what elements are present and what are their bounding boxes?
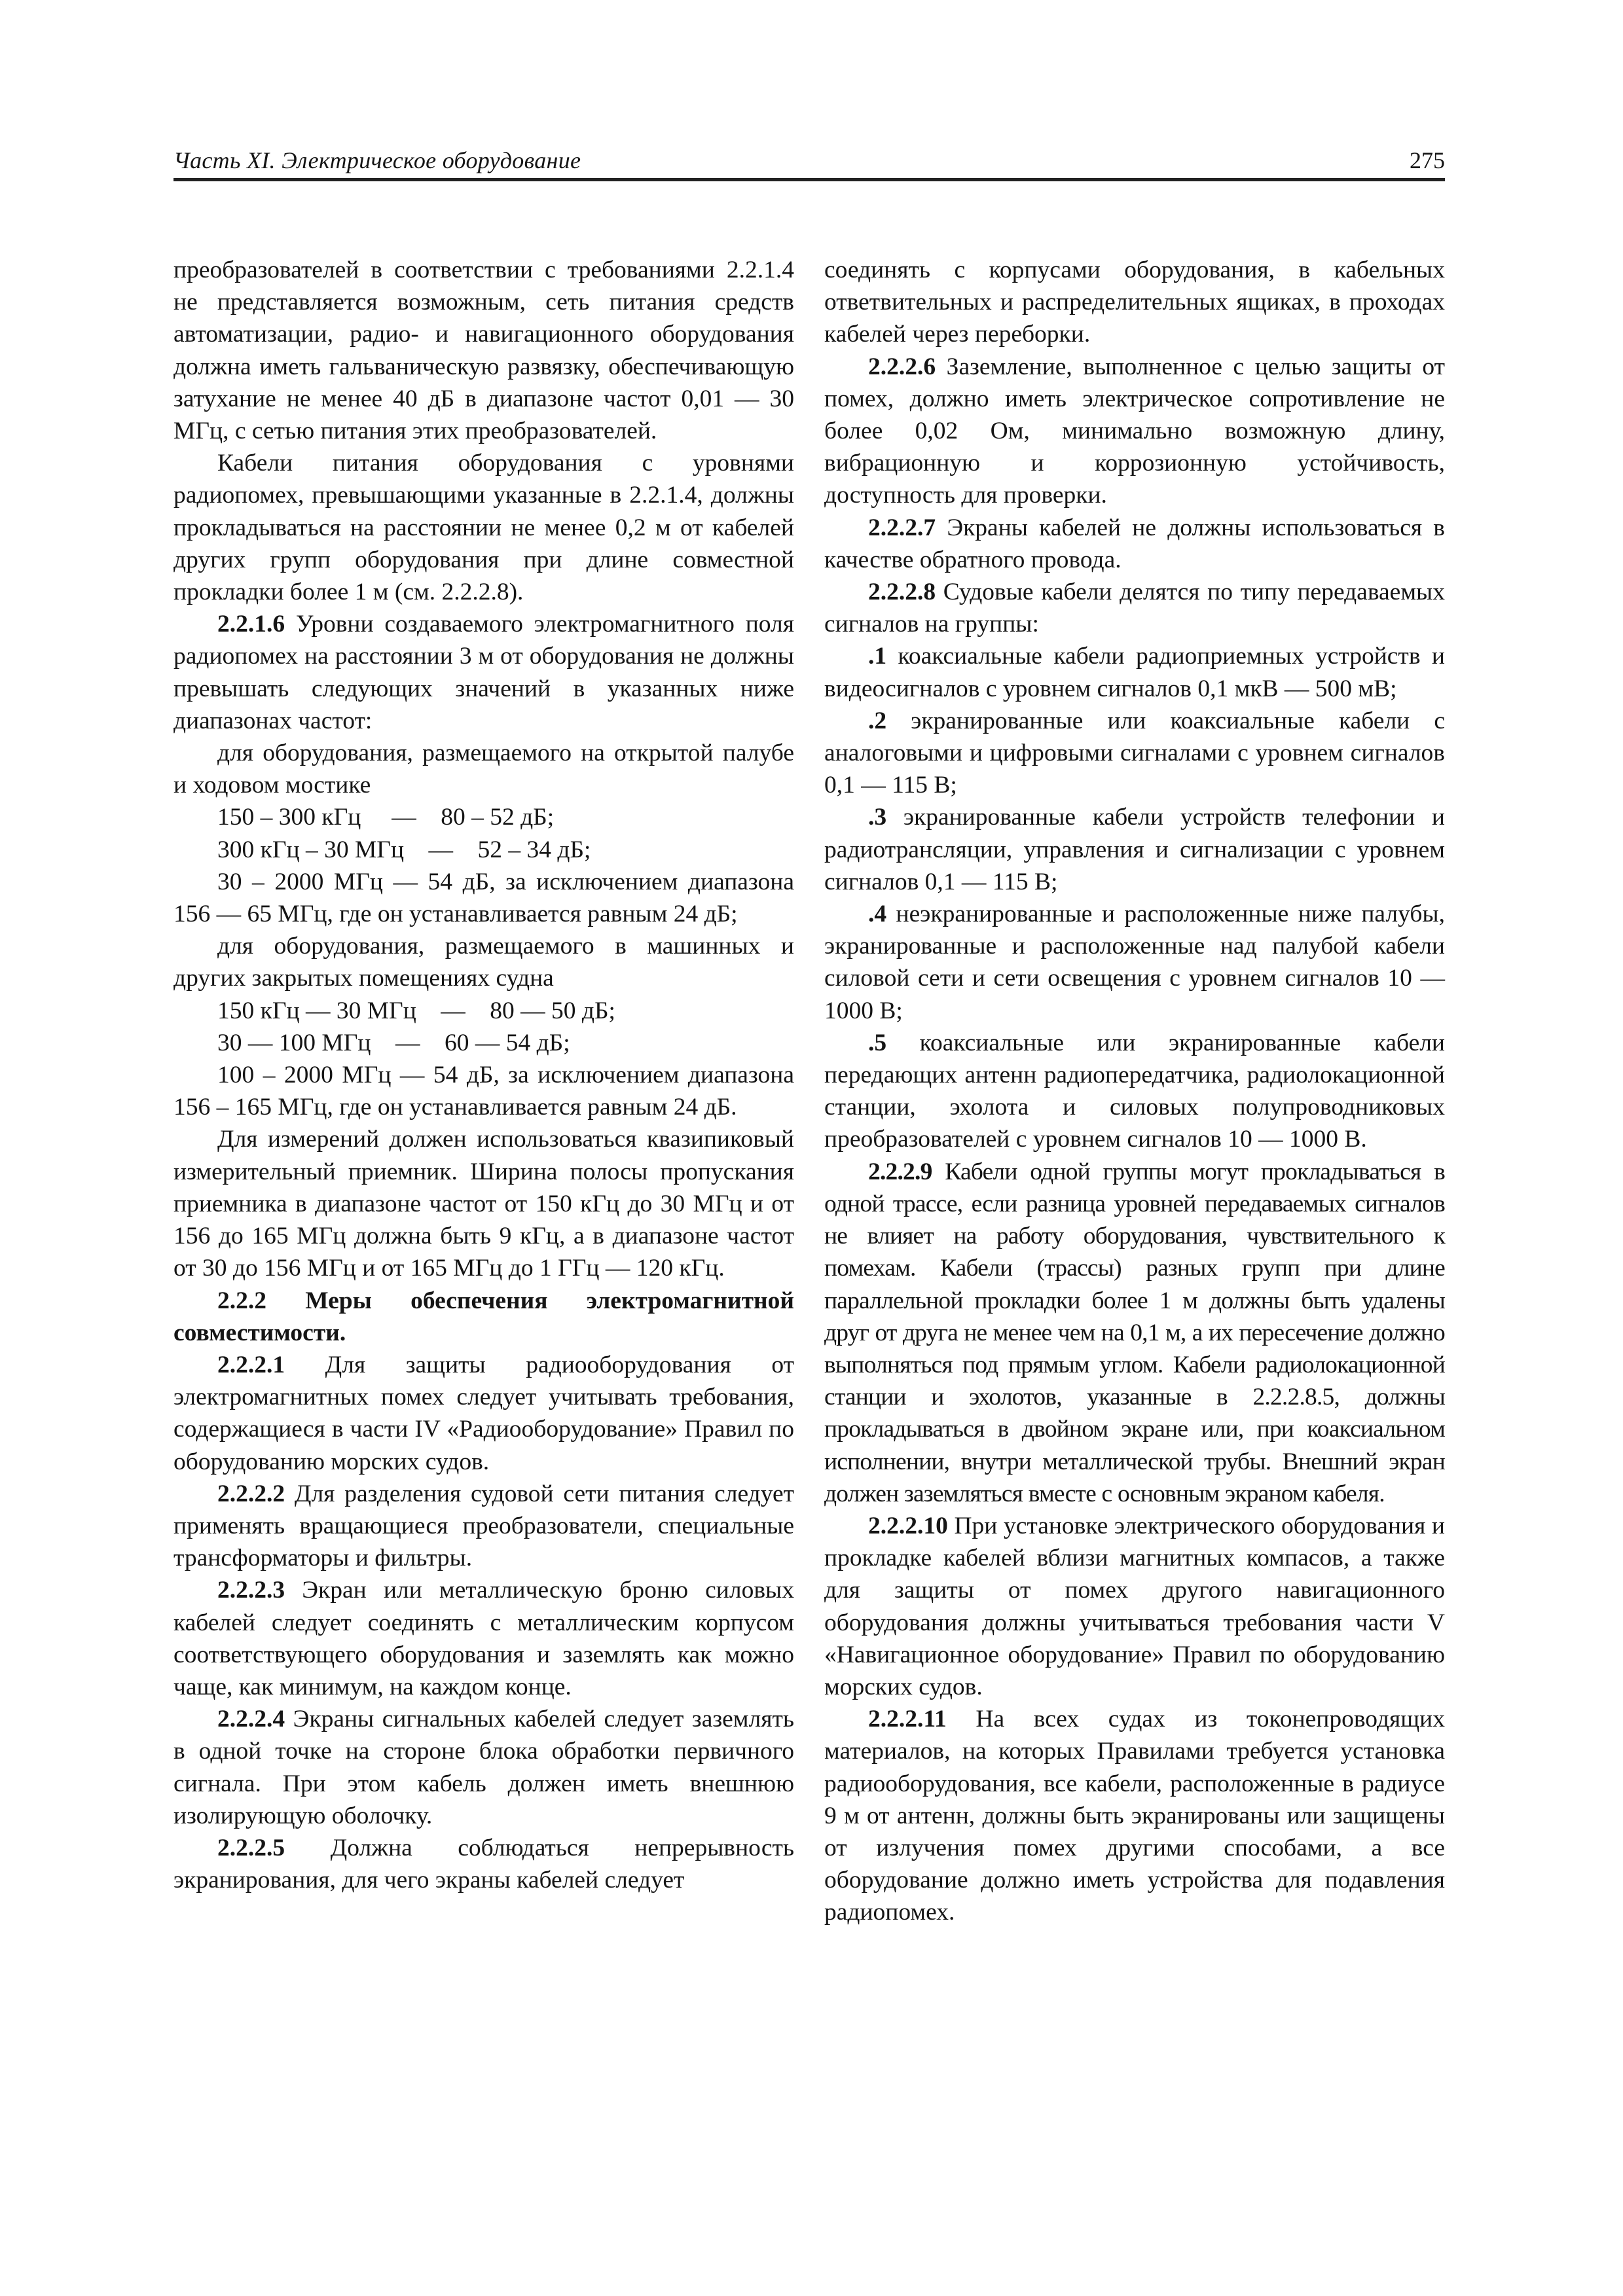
item-number: .5	[868, 1029, 887, 1056]
clause-text: Экраны кабелей не должны использоваться в качестве обратного провода.	[824, 514, 1445, 573]
paragraph	[173, 1703, 794, 1832]
paragraph: преобразователей в соответствии с требованиями 2.2.1.4 не представляется возможным, сеть питания средств автоматизации, радио- и навигационного оборудования должна иметь гальваническую развязку, обеспечивающую затухание не менее 40 дБ в диапазоне частот 0,01 — 30 МГц, с сетью питания этих преобразователей.	[173, 257, 794, 445]
item-text: коаксиальные кабели радиоприемных устройств и видеосигналов с уровнем сигналов 0,1 мкВ — 500 мВ;	[824, 643, 1445, 702]
clause-number: 2.2.2.7	[868, 514, 936, 541]
item-number: .3	[868, 804, 887, 831]
item-number: .2	[868, 707, 887, 734]
paragraph	[173, 608, 794, 737]
paragraph	[824, 1703, 1445, 1928]
range-line: 150 – 300 кГц — 80 – 52 дБ;	[217, 804, 555, 831]
paragraph: для оборудования, размещаемого на открытой палубе и ходовом мостике	[173, 740, 794, 799]
clause-text: Уровни создаваемого электромагнитного поля радиопомех на расстоянии 3 м от оборудования не должны превышать следующих значений в указанных ниже диапазонах частот:	[173, 611, 794, 734]
paragraph: Для измерений должен использоваться квазипиковый измерительный приемник. Ширина полосы пропускания приемника в диапазоне частот от 150 кГц до 30 МГц и от 156 до 165 МГц должна быть 9 кГц, а в диапазоне частот от 30 до 156 МГц и от 165 МГц до 1 ГГц — 120 кГц.	[173, 1126, 794, 1282]
paragraph	[173, 1349, 794, 1478]
paragraph	[173, 1574, 794, 1703]
clause-number: 2.2.2.3	[217, 1577, 285, 1604]
paragraph: соединять с корпусами оборудования, в кабельных ответвительных и распределительных ящиках, в проходах кабелей через переборки.	[824, 257, 1445, 348]
clause-text: Для защиты радиооборудования от электромагнитных помех следует учитывать требования, содержащиеся в части IV «Радиооборудование» Правил по оборудованию морских судов.	[173, 1351, 794, 1475]
clause-number: 2.2.2.10	[868, 1512, 948, 1539]
clause-number: 2.2.2.6	[868, 353, 936, 380]
list-item	[824, 898, 1445, 1027]
list-item	[824, 1027, 1445, 1156]
clause-number: 2.2.2.9	[868, 1158, 932, 1185]
clause-number: 2.2.2.11	[868, 1706, 947, 1733]
range-line: 100 – 2000 МГц — 54 дБ, за исключением диапазона 156 – 165 МГц, где он устанавливается равным 24 дБ.	[173, 1062, 794, 1121]
clause-text: Кабели одной группы могут прокладываться в одной трассе, если разница уровней передаваемых сигналов не влияет на работу оборудования, чувствительного к помехам. Кабели (трассы) разных групп при длине параллельной прокладки более 1 м должны быть удалены друг от друга не менее чем на 0,1 м, а их пересечение должно выполняться под прямым углом. Кабели радиолокационной станции и эхолотов, указанные в 2.2.2.8.5, должны прокладываться в двойном экране или, при коаксиальном исполнении, внутри металлической трубы. Внешний экран должен заземляться вместе с основным экраном кабеля.	[824, 1158, 1445, 1507]
clause-text: Для разделения судовой сети питания следует применять вращающиеся преобразователи, специальные трансформаторы и фильтры.	[173, 1480, 794, 1572]
paragraph	[173, 1478, 794, 1575]
page-number: 275	[1410, 147, 1445, 173]
item-number: .1	[868, 643, 887, 670]
paragraph	[824, 351, 1445, 512]
list-item	[824, 640, 1445, 704]
paragraph	[173, 1832, 794, 1896]
item-text: коаксиальные или экранированные кабели передающих антенн радиопередатчика, радиолокационной станции, эхолота и силовых полупроводниковых преобразователей с уровнем сигналов 10 — 1000 В.	[824, 1029, 1445, 1153]
clause-text: Судовые кабели делятся по типу передаваемых сигналов на группы:	[824, 579, 1445, 638]
clause-text: Экран или металлическую броню силовых кабелей следует соединять с металлическим корпусом соответствующего оборудования и заземлять как можно чаще, как минимум, на каждом конце.	[173, 1577, 794, 1700]
list-item	[824, 801, 1445, 898]
clause-text: На всех судах из токонепроводящих материалов, на которых Правилами требуется установка радиооборудования, все кабели, расположенные в радиусе 9 м от антенн, должны быть экранированы или защищены от излучения помех другими способами, а все оборудование должно иметь устройства для подавления радиопомех.	[824, 1706, 1445, 1926]
paragraph	[824, 1156, 1445, 1510]
clause-number: 2.2.1.6	[217, 611, 285, 638]
clause-number: 2.2.2.4	[217, 1706, 285, 1733]
range-line: 150 кГц — 30 МГц — 80 — 50 дБ;	[217, 997, 615, 1024]
paragraph: для оборудования, размещаемого в машинных и других закрытых помещениях судна	[173, 933, 794, 992]
paragraph: Кабели питания оборудования с уровнями радиопомех, превышающими указанные в 2.2.1.4, должны прокладываться на расстоянии не менее 0,2 м от кабелей других групп оборудования при длине совместной прокладки более 1 м (см. 2.2.2.8).	[173, 450, 794, 606]
range-line: 30 — 100 МГц — 60 — 54 дБ;	[217, 1029, 570, 1056]
item-text: экранированные или коаксиальные кабели с аналоговыми и цифровыми сигналами с уровнем сигналов 0,1 — 115 В;	[824, 707, 1445, 799]
range-line: 30 – 2000 МГц — 54 дБ, за исключением диапазона 156 — 65 МГц, где он устанавливается равным 24 дБ;	[173, 868, 794, 928]
clause-number: 2.2.2.1	[217, 1351, 285, 1378]
paragraph	[824, 512, 1445, 576]
clause-number: 2.2.2.8	[868, 579, 936, 606]
paragraph	[824, 1510, 1445, 1703]
item-text: экранированные кабели устройств телефонии и радиотрансляции, управления и сигнализации с уровнем сигналов 0,1 — 115 В;	[824, 804, 1445, 895]
clause-text: Должна соблюдаться непрерывность экранирования, для чего экраны кабелей следует	[173, 1834, 794, 1894]
item-text: неэкранированные и расположенные ниже палубы, экранированные и расположенные над палубой кабели силовой сети и сети освещения с уровнем сигналов 10 — 1000 В;	[824, 901, 1445, 1024]
clause-number: 2.2.2.5	[217, 1834, 285, 1861]
page-header	[173, 145, 1445, 181]
list-item	[824, 705, 1445, 802]
left-column	[173, 254, 794, 1896]
item-number: .4	[868, 901, 887, 928]
section-heading: 2.2.2 Меры обеспечения электромагнитной совместимости.	[173, 1287, 794, 1346]
clause-number: 2.2.2.2	[217, 1480, 285, 1507]
clause-text: Экраны сигнальных кабелей следует заземлять в одной точке на стороне блока обработки первичного сигнала. При этом кабель должен иметь внешнюю изолирующую оболочку.	[173, 1706, 794, 1829]
range-line: 300 кГц – 30 МГц — 52 – 34 дБ;	[217, 836, 591, 863]
clause-text: Заземление, выполненное с целью защиты от помех, должно иметь электрическое сопротивление не более 0,02 Ом, минимально возможную длину, вибрационную и коррозионную устойчивость, доступность для проверки.	[824, 353, 1445, 509]
running-title: Часть XI. Электрическое оборудование	[173, 147, 581, 173]
right-column	[824, 254, 1445, 1929]
paragraph	[824, 576, 1445, 640]
clause-text: При установке электрического оборудования и прокладке кабелей вблизи магнитных компасов, а также для защиты от помех другого навигационного оборудования должны учитываться требования части V «Навигационное оборудование» Правил по оборудованию морских судов.	[824, 1512, 1445, 1700]
